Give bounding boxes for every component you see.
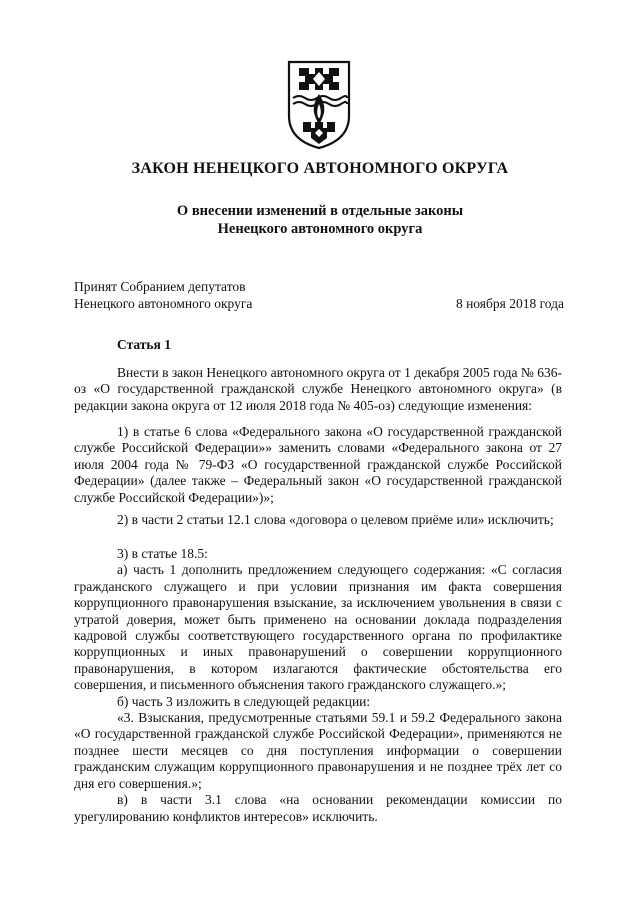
article-item-2: [74, 512, 562, 528]
item-3c-paragraph: в) в части 3.1 слова «на основании рекомендации комиссии по урегулированию конфликтов интересов» исключить.: [74, 792, 562, 824]
adopted-by-line-2: Ненецкого автономного округа: [74, 295, 253, 311]
article-item-3: [74, 546, 562, 825]
item-3b-text: «3. Взыскания, предусмотренные статьями 59.1 и 59.2 Федерального закона «О государственной гражданской службе Российской Федерации», применяются не позднее шести месяцев со дня поступления информации о совершении гражданским служащим коррупционного правонарушения и не позднее трёх лет со дня его совершения.»;: [74, 710, 562, 791]
item-2-paragraph: 2) в части 2 статьи 12.1 слова «договора о целевом приёме или» исключить;: [117, 512, 554, 527]
item-3a-paragraph: а) часть 1 дополнить предложением следующего содержания: «С согласия гражданского служащего и при условии признания им факта совершения коррупционного правонарушения взыскание, за исключением увольнения в связи с утратой доверия, может быть применено на основании доклада подразделения кадровой службы соответствующего государственного органа по профилактике коррупционных и иных правонарушений о совершении коррупционного правонарушения, в котором излагаются фактические обстоятельства его совершения, и письменного объяснения такого гражданского служащего.»;: [74, 562, 562, 693]
item-1-paragraph: 1) в статье 6 слова «Федерального закона «О государственной гражданской службе Российской Федерации»» заменить словами «Федерального закона от 27 июля 2004 года № 79-ФЗ «О государственной гражданской службе Российской Федерации» (далее также – Федеральный закон «О государственной гражданской службе Российской Федерации»)»;: [74, 424, 562, 505]
adopted-by-line-1: Принят Собранием депутатов: [74, 279, 246, 294]
intro-paragraph: Внести в закон Ненецкого автономного округа от 1 декабря 2005 года № 636-оз «О государственной гражданской службе Ненецкого автономного округа» (в редакции закона округа от 12 июля 2018 года № 405-оз) следующие изменения:: [74, 365, 562, 413]
article-intro: [74, 365, 562, 414]
adoption-date: 8 ноября 2018 года: [455, 295, 564, 311]
article-heading: Статья 1: [117, 337, 171, 352]
article-item-1: [74, 424, 562, 506]
adoption-block: [74, 279, 564, 312]
coat-of-arms-nenets-icon: [285, 58, 353, 150]
subtitle-line-1: О внесении изменений в отдельные законы: [176, 203, 464, 219]
item-3-heading: 3) в статье 18.5:: [117, 546, 208, 561]
subtitle-line-2: Ненецкого автономного округа: [217, 221, 423, 237]
item-3b-paragraph: б) часть 3 изложить в следующей редакции:: [117, 693, 371, 709]
document-title: ЗАКОН НЕНЕЦКОГО АВТОНОМНОГО ОКРУГА: [131, 160, 509, 177]
document-subtitle: [0, 202, 640, 238]
